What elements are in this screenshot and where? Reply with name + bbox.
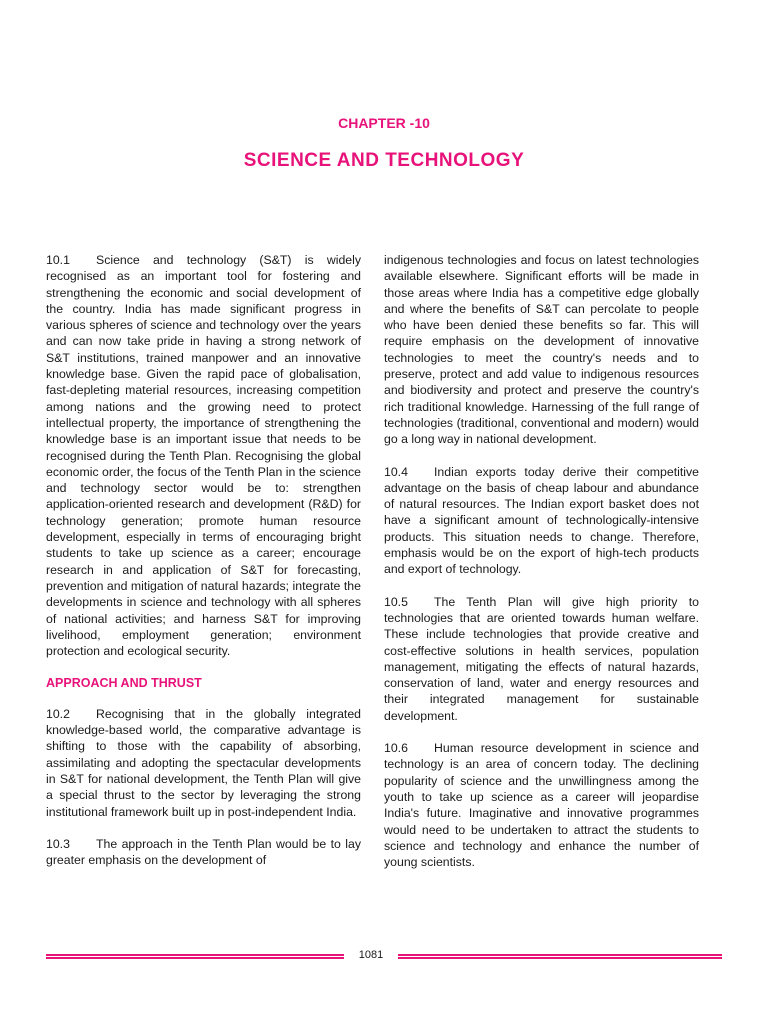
paragraph-10-6 — [384, 740, 699, 870]
paragraph-text: Indian exports today derive their competitive advantage on the basis of cheap labour and abundance of natural resources. The Indian export basket does not have a significant amount of technologically-intensive products. This situation needs to change. Therefore, emphasis would be on the export of high-tech products and export of technology. — [384, 464, 699, 577]
paragraph-10-3-continued — [384, 252, 699, 448]
chapter-label: CHAPTER -10 — [338, 115, 430, 131]
right-column — [384, 252, 699, 886]
paragraph-number: 10.5 — [384, 594, 408, 609]
page-footer — [0, 949, 768, 969]
page-number: 1081 — [358, 949, 384, 961]
paragraph-text: The approach in the Tenth Plan would be to lay greater emphasis on the development of — [46, 836, 361, 868]
paragraph-number: 10.6 — [384, 741, 408, 756]
footer-rule-right — [398, 954, 722, 959]
paragraph-number: 10.4 — [384, 464, 408, 479]
paragraph-number: 10.1 — [46, 253, 70, 267]
paragraph-text: Recognising that in the globally integrated knowledge-based world, the comparative advantage is shifting to those with the capability of absorbing, assimilating and adopting the spectacular developments in S&T for national development, the Tenth Plan will give a special thrust to the sector by leveraging the strong institutional framework built up in post-independent India. — [46, 706, 361, 819]
paragraph-10-4 — [384, 464, 699, 578]
paragraph-10-5 — [384, 594, 699, 724]
paragraph-text: Science and technology (S&T) is widely recognised as an important tool for fostering and strengthening the economic and social development of the country. India has made significant progress in various spheres of science and technology over the years and can now take pride in having a strong network of S&T institutions, trained manpower and an innovative knowledge base. Given the rapid pace of globalisation, fast-depleting material resources, increasing competition among nations and the growing need to protect intellectual property, the importance of strengthening the knowledge base is an important issue that needs to be recognised during the Tenth Plan. Recognising the global economic order, the focus of the Tenth Plan in the science and technology sector would be to: strengthen application-oriented research and development (R&D) for technology generation; promote human resource development, especially in terms of encouraging bright students to take up science as a career; encourage research in and application of S&T for forecasting, prevention and mitigation of natural hazards; integrate the developments in science and technology with all spheres of national activities; and harness S&T for improving livelihood, employment generation; environment protection and ecological security. — [46, 253, 361, 659]
paragraph-10-1 — [46, 252, 361, 659]
chapter-title: SCIENCE AND TECHNOLOGY — [243, 150, 525, 171]
section-heading: APPROACH AND THRUST — [46, 676, 202, 691]
footer-rule-left — [46, 954, 344, 959]
paragraph-number: 10.2 — [46, 706, 70, 721]
paragraph-text: The Tenth Plan will give high priority to technologies that are oriented towards human welfare. These include technologies that provide creative and cost-effective solutions in health services, population management, mitigating the effects of natural hazards, conservation of land, water and energy resources and their integrated management for sustainable development. — [384, 594, 699, 723]
paragraph-number: 10.3 — [46, 836, 70, 851]
left-column — [46, 252, 361, 884]
paragraph-text: indigenous technologies and focus on latest technologies available elsewhere. Significant efforts will be made in those areas where India has a competitive edge globally and where the benefits of S&T can percolate to people who have been denied these benefits so far. This will require emphasis on the development of innovative technologies to meet the country's needs and to preserve, protect and add value to indigenous resources and biodiversity and protect and preserve the country's rich traditional knowledge. Harnessing of the full range of technologies (traditional, conventional and modern) would go a long way in national development. — [384, 253, 699, 447]
paragraph-text: Human resource development in science and technology is an area of concern today. The declining popularity of science and the unwillingness among the youth to take up science as a career will jeopardise India's future. Imaginative and innovative programmes would need to be undertaken to attract the students to science and technology and enhance the number of young scientists. — [384, 741, 699, 870]
paragraph-10-2 — [46, 706, 361, 820]
paragraph-10-3 — [46, 836, 361, 869]
